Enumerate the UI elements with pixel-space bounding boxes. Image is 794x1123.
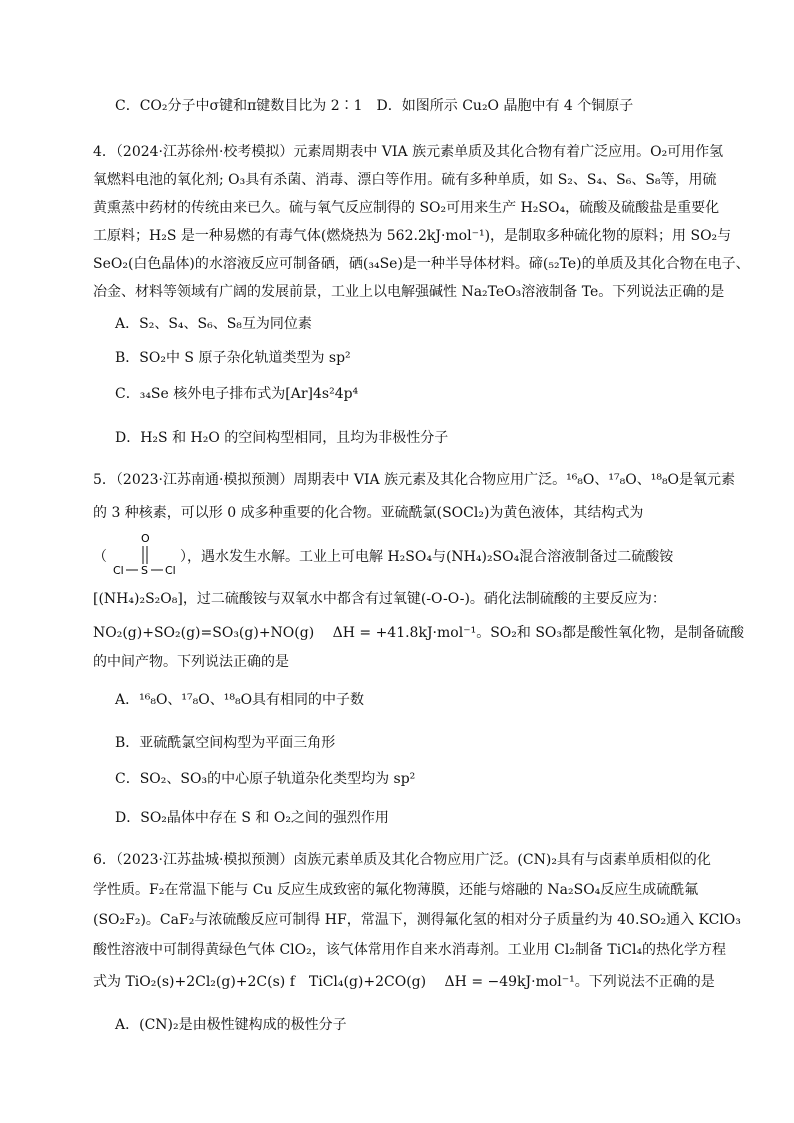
option-5c: C．SO₂、SO₃的中心原子轨道杂化类型均为 sp² bbox=[115, 771, 416, 787]
question-6-stem-line: 酸性溶液中可制得黄绿色气体 ClO₂，该气体常用作自来水消毒剂。工业用 Cl₂制备 TiCl₄的热化学方程 bbox=[93, 942, 727, 958]
question-4-stem: 4．（2024·江苏徐州·校考模拟）元素周期表中 VIA 族元素单质及其化合物有着广泛应用。O₂可用作氢 bbox=[93, 144, 724, 160]
atom-cl-right: Cl bbox=[165, 564, 176, 577]
question-6-stem: 6．（2023·江苏盐城·模拟预测）卤族元素单质及其化合物应用广泛。(CN)₂具有与卤素单质相似的化 bbox=[93, 852, 711, 868]
option-5a: A．¹⁶₈O、¹⁷₈O、¹⁸₈O具有相同的中子数 bbox=[115, 692, 365, 708]
question-4-stem-line: 黄熏蒸中药材的传统由来已久。硫与氧气反应制得的 SO₂可用来生产 H₂SO₄，硫酸及硫酸盐是重要化 bbox=[93, 200, 720, 216]
question-6-stem-line: 式为 TiO₂(s)+2Cl₂(g)+2C(s) f TiCl₄(g)+2CO(g) ΔH = −49kJ·mol⁻¹。下列说法不正确的是 bbox=[93, 974, 715, 990]
question-5-stem-line: [(NH₄)₂S₂O₈]，过二硫酸铵与双氧水中都含有过氧键(-O-O-)。硝化法制硫酸的主要反应为： bbox=[93, 591, 666, 607]
atom-s: S bbox=[141, 564, 148, 577]
question-4-stem-line: 冶金、材料等领域有广阔的发展前景，工业上以电解强碱性 Na₂TeO₃溶液制备 Te。下列说法正确的是 bbox=[93, 284, 725, 300]
option-4d: D．H₂S 和 H₂O 的空间构型相同，且均为非极性分子 bbox=[115, 430, 449, 446]
option-6a: A．(CN)₂是由极性键构成的极性分子 bbox=[115, 1017, 347, 1033]
question-5-stem: 5．（2023·江苏南通·模拟预测）周期表中 VIA 族元素及其化合物应用广泛。¹⁶₈O、¹⁷₈O、¹⁸₈O是氧元素 bbox=[93, 472, 736, 488]
option-4a: A．S₂、S₄、S₆、S₈互为同位素 bbox=[115, 316, 312, 332]
socl2-structural-formula bbox=[93, 530, 183, 590]
option-4b: B．SO₂中 S 原子杂化轨道类型为 sp² bbox=[115, 350, 351, 366]
question-5-stem-line: 的中间产物。下列说法正确的是 bbox=[93, 654, 289, 670]
question-5-stem-line: ），遇水发生水解。工业上可电解 H₂SO₄与(NH₄)₂SO₄混合溶液制备过二硫酸铵 bbox=[180, 549, 674, 565]
option-3c-3d: C．CO₂分子中σ键和π键数目比为 2∶1 D．如图所示 Cu₂O 晶胞中有 4 个铜原子 bbox=[115, 98, 634, 114]
open-paren: （ bbox=[93, 549, 107, 565]
atom-cl-left: Cl bbox=[113, 564, 124, 577]
question-4-stem-line: 工原料；H₂S 是一种易燃的有毒气体(燃烧热为 562.2kJ·mol⁻¹)，是制取多种硫化物的原料；用 SO₂与 bbox=[93, 228, 732, 244]
question-5-stem-line: 的 3 种核素，可以形 0 成多种重要的化合物。亚硫酰氯(SOCl₂)为黄色液体，其结构式为 bbox=[93, 505, 644, 521]
question-6-stem-line: 学性质。F₂在常温下能与 Cu 反应生成致密的氟化物薄膜，还能与熔融的 Na₂SO₄反应生成硫酰氟 bbox=[93, 882, 699, 898]
question-5-stem-line: NO₂(g)+SO₂(g)=SO₃(g)+NO(g) ΔH = +41.8kJ·mol⁻¹。SO₂和 SO₃都是酸性氧化物，是制备硫酸 bbox=[93, 625, 745, 641]
structure-bonds bbox=[93, 530, 183, 590]
question-4-stem-line: 氧燃料电池的氧化剂; O₃具有杀菌、消毒、漂白等作用。硫有多种单质，如 S₂、S₄、S₆、S₈等，用硫 bbox=[93, 172, 717, 188]
question-6-stem-line: (SO₂F₂)。CaF₂与浓硫酸反应可制得 HF，常温下，测得氟化氢的相对分子质量约为 40.SO₂通入 KClO₃ bbox=[93, 912, 741, 928]
option-5d: D．SO₂晶体中存在 S 和 O₂之间的强烈作用 bbox=[115, 810, 389, 826]
atom-o: O bbox=[141, 532, 150, 545]
question-4-stem-line: SeO₂(白色晶体)的水溶液反应可制备硒，硒(₃₄Se)是一种半导体材料。碲(₅₂Te)的单质及其化合物在电子、 bbox=[93, 256, 750, 272]
option-5b: B．亚硫酰氯空间构型为平面三角形 bbox=[115, 735, 336, 751]
option-4c: C．₃₄Se 核外电子排布式为[Ar]4s²4p⁴ bbox=[115, 386, 359, 402]
